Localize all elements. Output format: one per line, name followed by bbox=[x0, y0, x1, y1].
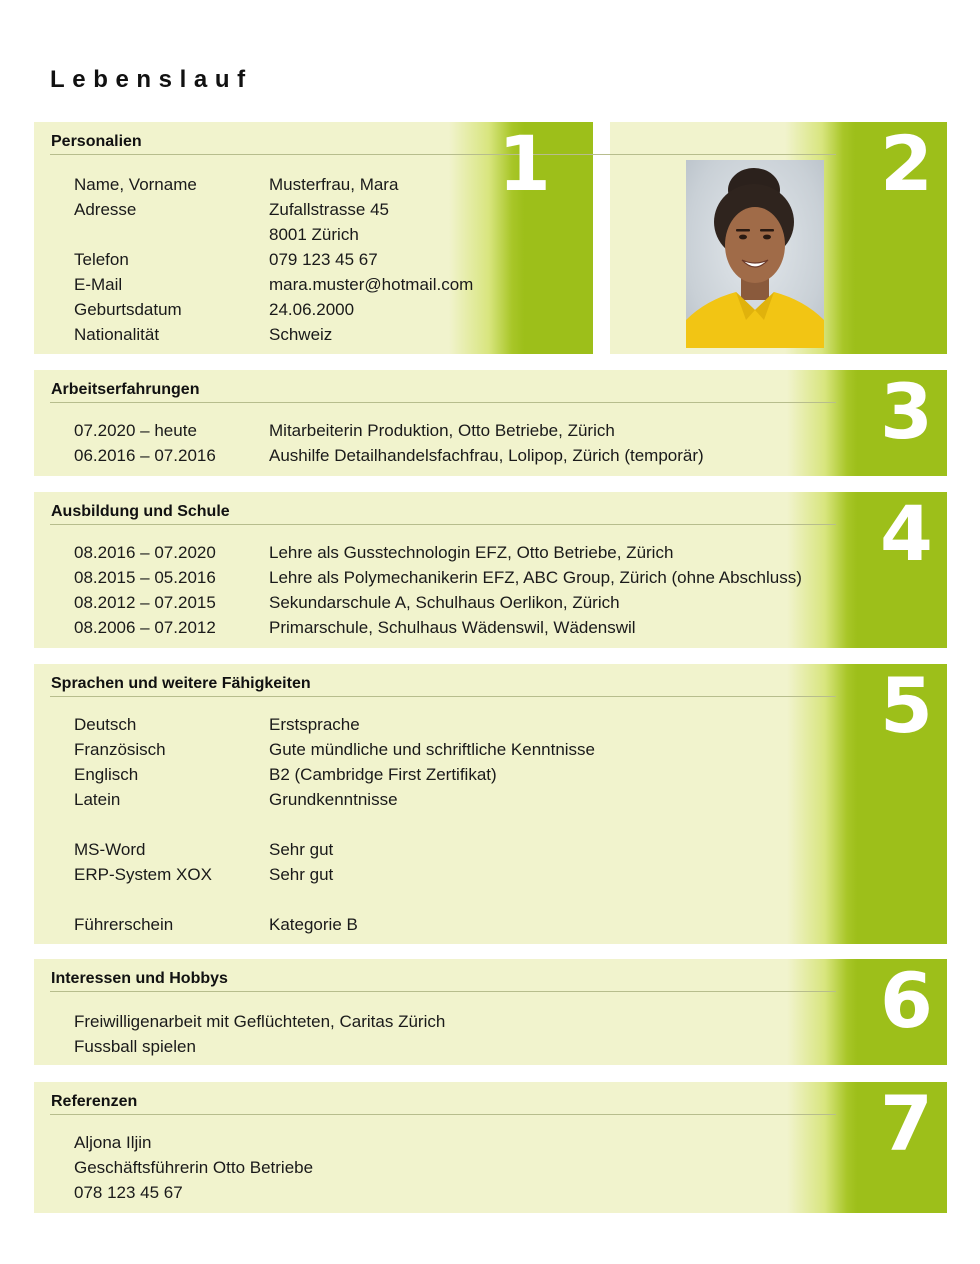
detail-row bbox=[74, 322, 473, 347]
personal-details bbox=[74, 172, 473, 347]
document-title: Lebenslauf bbox=[50, 66, 253, 93]
spacer bbox=[74, 812, 595, 837]
section-divider bbox=[50, 696, 836, 697]
language-entry bbox=[74, 737, 595, 762]
entry-period: 08.2012 – 07.2015 bbox=[74, 593, 216, 612]
section-number: 4 bbox=[880, 489, 933, 578]
entry-period: 06.2016 – 07.2016 bbox=[74, 446, 216, 465]
section-divider bbox=[50, 402, 836, 403]
education-entry bbox=[74, 540, 802, 565]
section-number: 2 bbox=[880, 119, 933, 208]
it-skill-entry bbox=[74, 837, 595, 862]
section-title: Referenzen bbox=[51, 1093, 138, 1110]
section-title: Sprachen und weitere Fähigkeiten bbox=[51, 675, 311, 692]
section-divider bbox=[50, 991, 836, 992]
detail-row bbox=[74, 197, 473, 222]
reference-phone: 078 123 45 67 bbox=[74, 1183, 183, 1202]
skill-name: ERP-System XOX bbox=[74, 865, 212, 884]
section-personalien bbox=[34, 119, 593, 354]
hobbies-list bbox=[74, 1009, 445, 1059]
section-arbeitserfahrungen bbox=[34, 367, 947, 476]
section-title: Personalien bbox=[51, 133, 142, 150]
education-list bbox=[74, 540, 802, 640]
section-number: 1 bbox=[498, 119, 551, 208]
entry-description: Lehre als Gusstechnologin EFZ, Otto Betriebe, Zürich bbox=[269, 543, 674, 562]
detail-label: Name, Vorname bbox=[74, 175, 197, 194]
language-level: Gute mündliche und schriftliche Kenntnisse bbox=[269, 740, 596, 759]
detail-value: Musterfrau, Mara bbox=[269, 175, 399, 194]
hobby-item: Fussball spielen bbox=[74, 1037, 196, 1056]
language-level: B2 (Cambridge First Zertifikat) bbox=[269, 765, 497, 784]
education-entry bbox=[74, 590, 802, 615]
section-hobbys bbox=[34, 956, 947, 1065]
education-entry bbox=[74, 615, 802, 640]
section-ausbildung bbox=[34, 489, 947, 648]
section-title: Ausbildung und Schule bbox=[51, 503, 230, 520]
license-entry bbox=[74, 912, 595, 937]
detail-value: 24.06.2000 bbox=[269, 300, 355, 319]
education-entry bbox=[74, 565, 802, 590]
entry-period: 07.2020 – heute bbox=[74, 421, 197, 440]
entry-period: 08.2015 – 05.2016 bbox=[74, 568, 216, 587]
detail-value: mara.muster@hotmail.com bbox=[269, 275, 474, 294]
language-entry bbox=[74, 712, 595, 737]
section-number: 6 bbox=[880, 956, 933, 1045]
work-entry bbox=[74, 418, 704, 443]
entry-description: Mitarbeiterin Produktion, Otto Betriebe, Zürich bbox=[269, 421, 615, 440]
language-name: Französisch bbox=[74, 740, 166, 759]
skill-level: Sehr gut bbox=[269, 865, 334, 884]
section-title: Arbeitserfahrungen bbox=[51, 381, 200, 398]
entry-period: 08.2006 – 07.2012 bbox=[74, 618, 216, 637]
spacer bbox=[74, 887, 595, 912]
detail-row bbox=[74, 172, 473, 197]
section-number: 7 bbox=[880, 1079, 933, 1168]
entry-description: Primarschule, Schulhaus Wädenswil, Wädenswil bbox=[269, 618, 636, 637]
section-divider bbox=[50, 524, 836, 525]
language-name: Latein bbox=[74, 790, 121, 809]
section-photo bbox=[610, 119, 947, 354]
skill-level: Sehr gut bbox=[269, 840, 334, 859]
entry-description: Aushilfe Detailhandelsfachfrau, Lolipop, Zürich (temporär) bbox=[269, 446, 704, 465]
detail-value: Schweiz bbox=[269, 325, 333, 344]
detail-label: Geburtsdatum bbox=[74, 300, 182, 319]
entry-description: Lehre als Polymechanikerin EFZ, ABC Group, Zürich (ohne Abschluss) bbox=[269, 568, 802, 587]
detail-value: 079 123 45 67 bbox=[269, 250, 378, 269]
detail-row bbox=[74, 272, 473, 297]
portrait-image bbox=[686, 160, 824, 348]
detail-row bbox=[74, 247, 473, 272]
detail-value: Zufallstrasse 45 bbox=[269, 200, 389, 219]
section-divider bbox=[610, 154, 836, 155]
section-title: Interessen und Hobbys bbox=[51, 970, 228, 987]
skills-list bbox=[74, 712, 595, 937]
license-label: Führerschein bbox=[74, 915, 174, 934]
detail-row bbox=[74, 297, 473, 322]
entry-description: Sekundarschule A, Schulhaus Oerlikon, Zürich bbox=[269, 593, 620, 612]
detail-value: 8001 Zürich bbox=[269, 225, 359, 244]
detail-label: Nationalität bbox=[74, 325, 160, 344]
language-level: Erstsprache bbox=[269, 715, 360, 734]
language-entry bbox=[74, 762, 595, 787]
section-number: 5 bbox=[880, 661, 933, 750]
detail-row bbox=[74, 222, 473, 247]
hobby-item: Freiwilligenarbeit mit Geflüchteten, Caritas Zürich bbox=[74, 1012, 446, 1031]
detail-label: Telefon bbox=[74, 250, 129, 269]
language-level: Grundkenntnisse bbox=[269, 790, 398, 809]
section-sprachen bbox=[34, 661, 947, 944]
work-entry bbox=[74, 443, 704, 468]
portrait-photo bbox=[686, 160, 824, 348]
section-divider bbox=[50, 1114, 836, 1115]
work-experience-list bbox=[74, 418, 704, 468]
language-entry bbox=[74, 787, 595, 812]
reference-role: Geschäftsführerin Otto Betriebe bbox=[74, 1158, 314, 1177]
detail-label: Adresse bbox=[74, 200, 137, 219]
language-name: Deutsch bbox=[74, 715, 137, 734]
reference-list bbox=[74, 1130, 313, 1205]
skill-name: MS-Word bbox=[74, 840, 146, 859]
detail-label: E-Mail bbox=[74, 275, 123, 294]
section-number: 3 bbox=[880, 367, 933, 456]
entry-period: 08.2016 – 07.2020 bbox=[74, 543, 216, 562]
language-name: Englisch bbox=[74, 765, 139, 784]
reference-name: Aljona Iljin bbox=[74, 1133, 152, 1152]
license-value: Kategorie B bbox=[269, 915, 358, 934]
section-referenzen bbox=[34, 1079, 947, 1213]
it-skill-entry bbox=[74, 862, 595, 887]
detail-label bbox=[74, 222, 269, 247]
